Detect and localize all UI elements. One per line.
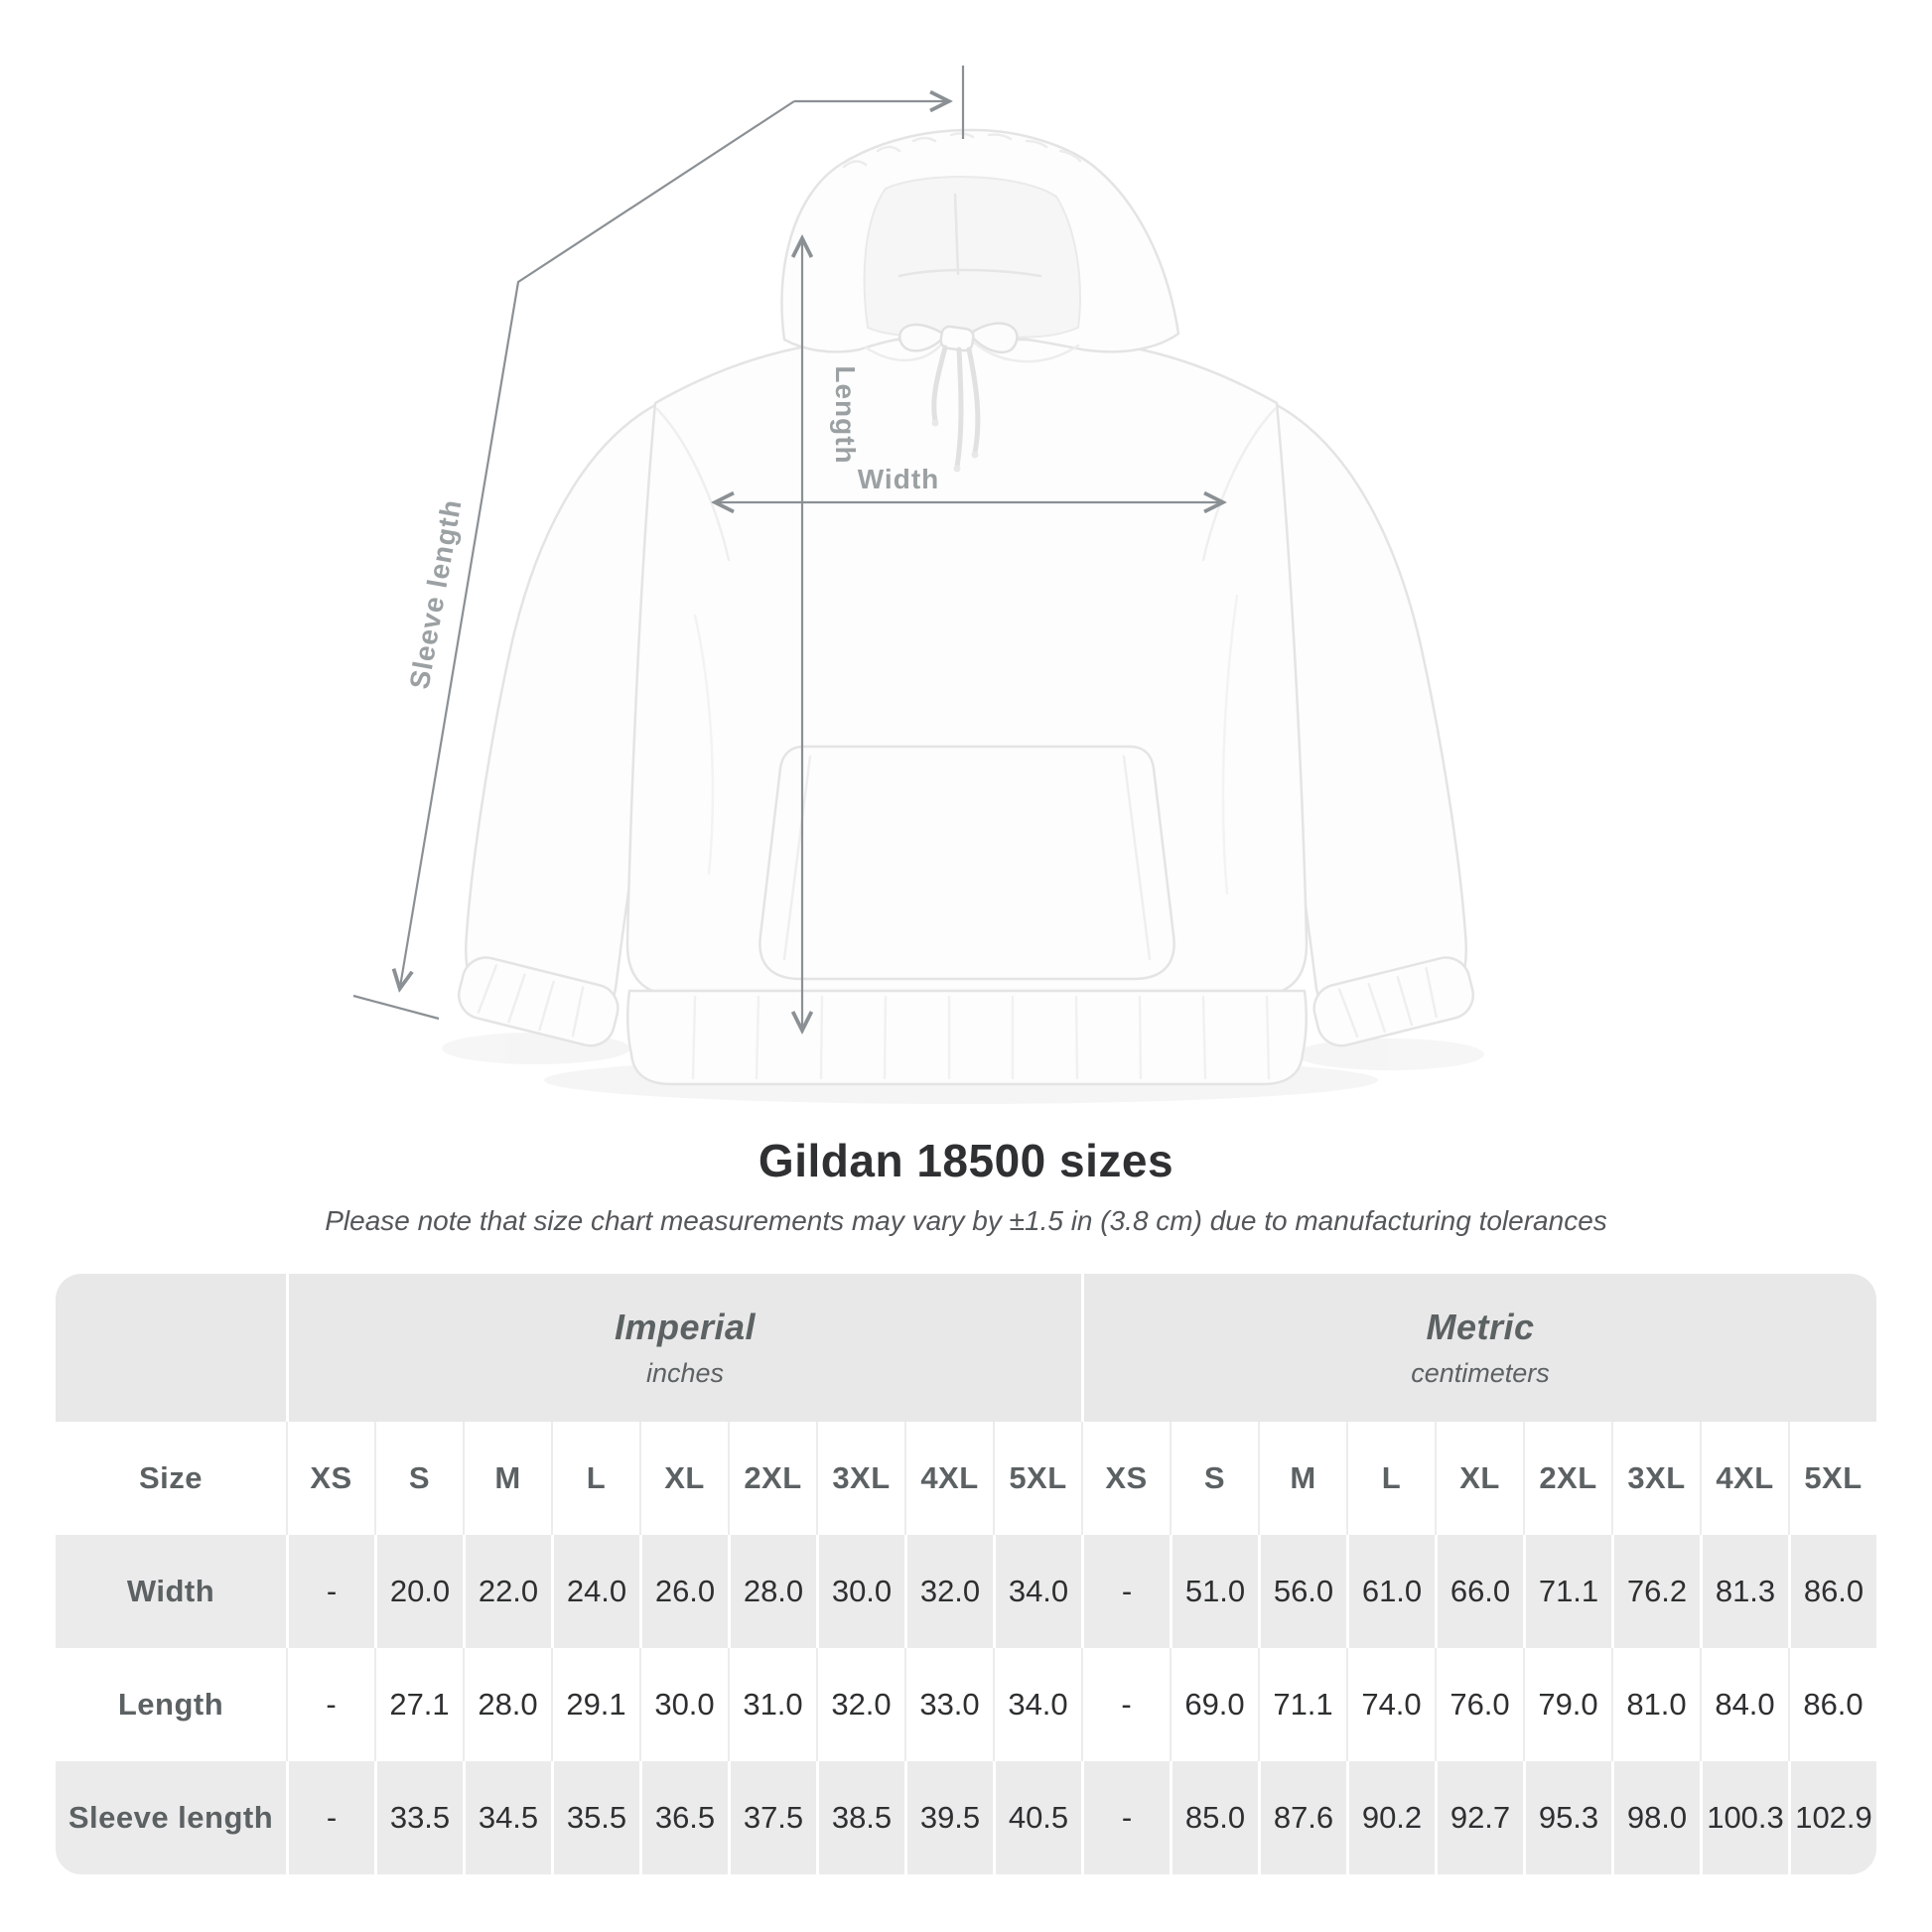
measurement-value: 24.0 <box>551 1535 639 1648</box>
length-label: Length <box>830 365 861 465</box>
metric-group-header <box>1081 1274 1876 1422</box>
units-header-row <box>56 1274 1876 1422</box>
measurement-value: 86.0 <box>1788 1648 1876 1761</box>
size-col-header: XL <box>639 1422 728 1535</box>
measurement-value: 85.0 <box>1170 1761 1258 1874</box>
measurement-value: 40.5 <box>993 1761 1081 1874</box>
measurement-value: 29.1 <box>551 1648 639 1761</box>
size-col-header: 5XL <box>1788 1422 1876 1535</box>
tolerance-note: Please note that size chart measurements may vary by ±1.5 in (3.8 cm) due to manufacturing tolerances <box>325 1205 1607 1236</box>
measurement-value: 20.0 <box>374 1535 463 1648</box>
measurement-value: 38.5 <box>816 1761 904 1874</box>
measurement-value: 32.0 <box>816 1648 904 1761</box>
width-label: Width <box>857 464 940 494</box>
metric-units-label: centimeters <box>1411 1358 1550 1388</box>
measurement-value: 39.5 <box>904 1761 993 1874</box>
measurement-value: 33.0 <box>904 1648 993 1761</box>
measurement-value: 34.5 <box>463 1761 551 1874</box>
measurement-value: 95.3 <box>1523 1761 1611 1874</box>
corner-cell <box>56 1274 286 1422</box>
measurement-value: - <box>1081 1761 1170 1874</box>
measurement-value: - <box>1081 1535 1170 1648</box>
size-col-header: 5XL <box>993 1422 1081 1535</box>
measurement-value: - <box>286 1761 374 1874</box>
measurement-value: 33.5 <box>374 1761 463 1874</box>
size-col-header: M <box>1258 1422 1346 1535</box>
measurement-row <box>56 1648 1876 1761</box>
measurement-value: 90.2 <box>1346 1761 1435 1874</box>
size-col-header: 4XL <box>904 1422 993 1535</box>
metric-label: Metric <box>1426 1307 1535 1347</box>
size-col-header: XS <box>1081 1422 1170 1535</box>
measurement-value: 27.1 <box>374 1648 463 1761</box>
size-header-row <box>56 1422 1876 1535</box>
measurement-value: 92.7 <box>1435 1761 1523 1874</box>
size-col-header: 3XL <box>816 1422 904 1535</box>
measurement-value: 66.0 <box>1435 1535 1523 1648</box>
hoodie-illustration <box>454 130 1478 1084</box>
measurement-value: 22.0 <box>463 1535 551 1648</box>
measurement-value: 71.1 <box>1258 1648 1346 1761</box>
size-col-header: L <box>1346 1422 1435 1535</box>
measurement-value: 51.0 <box>1170 1535 1258 1648</box>
measurement-value: 79.0 <box>1523 1648 1611 1761</box>
size-col-header: XL <box>1435 1422 1523 1535</box>
heading-block <box>0 1130 1932 1239</box>
measurement-value: 102.9 <box>1788 1761 1876 1874</box>
measurement-value: 28.0 <box>463 1648 551 1761</box>
sleeve-length-label: Sleeve length <box>403 496 468 692</box>
size-chart <box>56 1274 1876 1874</box>
measurement-value: 100.3 <box>1700 1761 1788 1874</box>
size-col-header: L <box>551 1422 639 1535</box>
measurement-value: 76.2 <box>1611 1535 1700 1648</box>
page-title: Gildan 18500 sizes <box>758 1135 1174 1186</box>
measurement-value: - <box>286 1648 374 1761</box>
hood-opening <box>865 177 1080 340</box>
size-col-header: XS <box>286 1422 374 1535</box>
measurement-value: 87.6 <box>1258 1761 1346 1874</box>
measurement-value: 69.0 <box>1170 1648 1258 1761</box>
measurement-value: 56.0 <box>1258 1535 1346 1648</box>
measurement-value: 81.3 <box>1700 1535 1788 1648</box>
measurement-value: 36.5 <box>639 1761 728 1874</box>
measurement-value: 81.0 <box>1611 1648 1700 1761</box>
measurement-value: 98.0 <box>1611 1761 1700 1874</box>
measurement-value: 71.1 <box>1523 1535 1611 1648</box>
measurement-value: 26.0 <box>639 1535 728 1648</box>
measurement-value: 74.0 <box>1346 1648 1435 1761</box>
size-col-header: 2XL <box>1523 1422 1611 1535</box>
measurement-value: 76.0 <box>1435 1648 1523 1761</box>
size-col-header: 4XL <box>1700 1422 1788 1535</box>
measurement-value: 34.0 <box>993 1535 1081 1648</box>
measurement-row <box>56 1535 1876 1648</box>
size-col-header: 3XL <box>1611 1422 1700 1535</box>
measurement-value: 84.0 <box>1700 1648 1788 1761</box>
size-col-header: S <box>1170 1422 1258 1535</box>
measurement-value: - <box>286 1535 374 1648</box>
measurement-value: 86.0 <box>1788 1535 1876 1648</box>
imperial-units-label: inches <box>645 1358 725 1388</box>
size-col-header: 2XL <box>728 1422 816 1535</box>
measurement-row <box>56 1761 1876 1874</box>
size-col-header: M <box>463 1422 551 1535</box>
measurement-value: 30.0 <box>639 1648 728 1761</box>
imperial-label: Imperial <box>614 1307 757 1347</box>
row-label: Length <box>117 1687 224 1722</box>
row-label: Sleeve length <box>68 1800 274 1835</box>
row-label: Width <box>126 1574 215 1608</box>
measurement-value: 35.5 <box>551 1761 639 1874</box>
size-col-header: S <box>374 1422 463 1535</box>
imperial-group-header <box>286 1274 1081 1422</box>
measurement-value: 28.0 <box>728 1535 816 1648</box>
measurement-value: 32.0 <box>904 1535 993 1648</box>
measurement-value: 30.0 <box>816 1535 904 1648</box>
measurement-value: - <box>1081 1648 1170 1761</box>
measurement-value: 61.0 <box>1346 1535 1435 1648</box>
measurement-value: 31.0 <box>728 1648 816 1761</box>
measurement-value: 37.5 <box>728 1761 816 1874</box>
measurement-value: 34.0 <box>993 1648 1081 1761</box>
size-column-header: Size <box>56 1422 286 1535</box>
hoodie-pocket <box>759 747 1173 979</box>
size-table-body <box>56 1535 1876 1874</box>
size-table <box>56 1274 1876 1874</box>
